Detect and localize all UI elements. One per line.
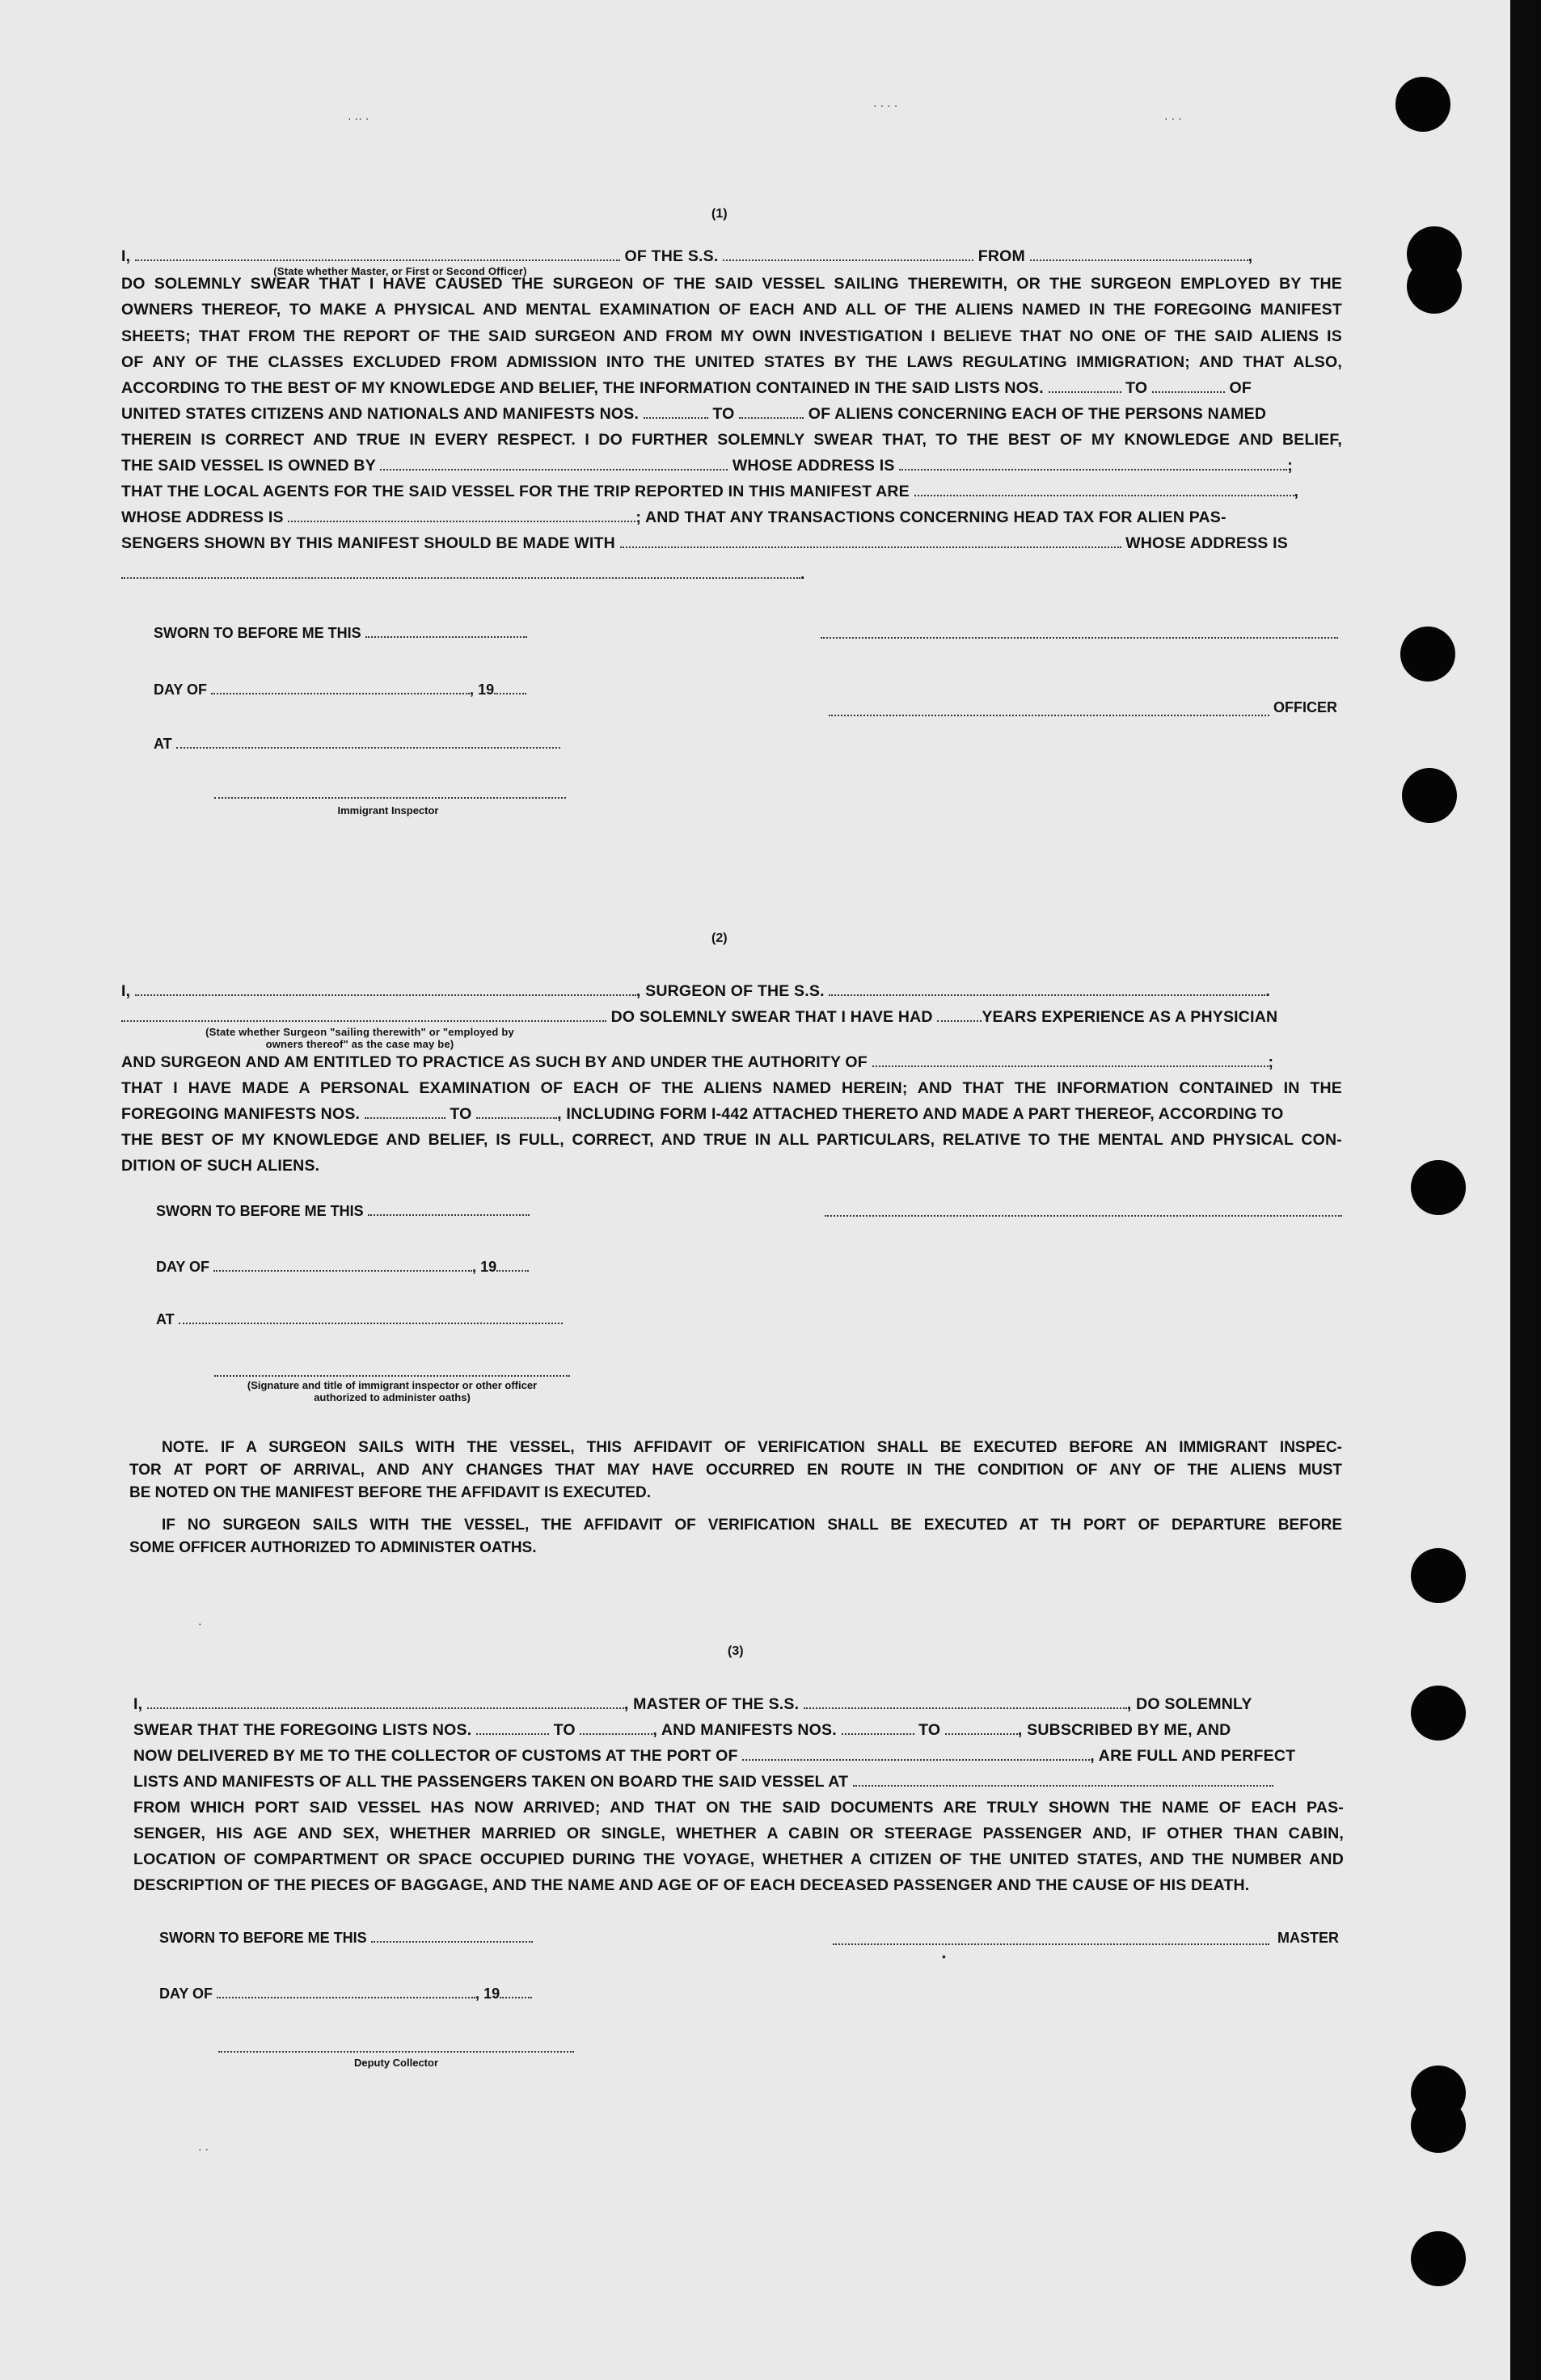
section-3-oath xyxy=(133,1695,1344,1905)
sworn-date-field-1[interactable] xyxy=(365,635,527,638)
vessel-name-field-3[interactable] xyxy=(804,1707,1127,1709)
inspector-caption: Immigrant Inspector xyxy=(337,804,439,817)
punch-hole xyxy=(1411,1160,1466,1215)
surgeon-name-field[interactable] xyxy=(135,994,636,996)
agents-address-field[interactable] xyxy=(288,520,635,522)
signature-line-2[interactable] xyxy=(825,1214,1342,1217)
punch-hole xyxy=(1411,1548,1466,1603)
sworn-label-1: SWORN TO BEFORE ME THIS xyxy=(154,625,527,642)
scan-edge xyxy=(1510,0,1541,2380)
from-port-field[interactable] xyxy=(1030,259,1248,261)
punch-hole xyxy=(1395,77,1450,132)
scan-specks: • xyxy=(942,1950,946,1963)
port-field[interactable] xyxy=(742,1758,1090,1761)
section-2-line-7: DITION OF SUCH ALIENS. xyxy=(121,1157,320,1175)
master-signature-line[interactable] xyxy=(833,1943,1269,1945)
signature-line-1[interactable] xyxy=(821,636,1338,639)
section-1-line-1: I, OF THE S.S. FROM , xyxy=(121,247,1253,265)
vessel-name-field[interactable] xyxy=(723,259,973,261)
surgeon-manifests-from-field[interactable] xyxy=(365,1116,445,1119)
day-field-2[interactable] xyxy=(213,1269,472,1272)
at-field-2[interactable] xyxy=(179,1322,563,1324)
inspector-line-2[interactable] xyxy=(214,1374,570,1377)
manifests-to-field[interactable] xyxy=(739,416,804,419)
section-2-line-1: I, , SURGEON OF THE S.S. . xyxy=(121,982,1270,1000)
section-3-line-1: I, , MASTER OF THE S.S. , DO SOLEMNLY xyxy=(133,1695,1252,1713)
section-2-number: (2) xyxy=(711,931,728,945)
punch-hole xyxy=(1411,2231,1466,2286)
punch-hole xyxy=(1402,768,1457,823)
year-field-3[interactable] xyxy=(500,1996,532,1998)
s3-manifests-from-field[interactable] xyxy=(842,1732,914,1735)
year-field-2[interactable] xyxy=(496,1269,529,1272)
day-label-2: DAY OF , 19 xyxy=(156,1259,529,1276)
day-field-3[interactable] xyxy=(217,1996,475,1998)
section-2-line-4: THAT I HAVE MADE A PERSONAL EXAMINATION OF EACH OF THE ALIENS NAMED HEREIN; AND THAT THE INFORMATION CONTAINED IN THE xyxy=(121,1079,1342,1097)
day-label-1: DAY OF , 19 xyxy=(154,682,526,698)
note-p2-line-2: SOME OFFICER AUTHORIZED TO ADMINISTER OATHS. xyxy=(129,1539,537,1556)
manifests-from-field[interactable] xyxy=(644,416,708,419)
punch-hole xyxy=(1407,259,1462,314)
lists-from-field[interactable] xyxy=(1049,390,1121,393)
punch-hole xyxy=(1411,1686,1466,1741)
surgeon-manifests-to-field[interactable] xyxy=(476,1116,557,1119)
signature-caption-2: (Signature and title of immigrant inspector or other officer authorized to administer oaths) xyxy=(247,1379,538,1403)
section-2-line-5: FOREGOING MANIFESTS NOS. TO , INCLUDING FORM I-442 ATTACHED THERETO AND MADE A PART THEREOF, ACCORDING TO xyxy=(121,1105,1284,1123)
master-name-field[interactable] xyxy=(135,259,620,261)
section-3-number: (3) xyxy=(728,1644,744,1658)
at-label-2: AT xyxy=(156,1311,563,1328)
scan-specks: · xyxy=(198,1617,202,1630)
sworn-label-2: SWORN TO BEFORE ME THIS xyxy=(156,1203,530,1220)
note-p1-line-1: NOTE. IF A SURGEON SAILS WITH THE VESSEL, THIS AFFIDAVIT OF VERIFICATION SHALL BE EXECUTED BEFORE AN IMMIGRANT INSPEC- xyxy=(162,1439,1342,1456)
section-1-line-11: WHOSE ADDRESS IS ; AND THAT ANY TRANSACTIONS CONCERNING HEAD TAX FOR ALIEN PAS- xyxy=(121,508,1226,526)
section-1-line-8: THEREIN IS CORRECT AND TRUE IN EVERY RESPECT. I DO FURTHER SOLEMNLY SWEAR THAT, TO THE BEST OF MY KNOWLEDGE AND BELIEF, xyxy=(121,431,1342,449)
section-1-line-12: SENGERS SHOWN BY THIS MANIFEST SHOULD BE MADE WITH WHOSE ADDRESS IS xyxy=(121,534,1288,552)
head-tax-party-field[interactable] xyxy=(620,546,1121,548)
scan-specks: · · · · xyxy=(873,99,898,112)
owner-field[interactable] xyxy=(380,468,728,471)
officer-label: OFFICER xyxy=(1273,699,1337,715)
section-2-line-3: AND SURGEON AND AM ENTITLED TO PRACTICE AS SUCH BY AND UNDER THE AUTHORITY OF ; xyxy=(121,1053,1274,1071)
section-3-line-3: NOW DELIVERED BY ME TO THE COLLECTOR OF CUSTOMS AT THE PORT OF , ARE FULL AND PERFECT xyxy=(133,1747,1296,1765)
section-1-oath xyxy=(121,247,1342,587)
punch-hole xyxy=(1400,627,1455,682)
s3-lists-from-field[interactable] xyxy=(476,1732,549,1735)
authority-field[interactable] xyxy=(872,1065,1269,1067)
section-1-number: (1) xyxy=(711,207,728,221)
note-p1-line-2: TOR AT PORT OF ARRIVAL, AND ANY CHANGES THAT MAY HAVE OCCURRED EN ROUTE IN THE CONDITION OF ANY OF THE ALIENS MUST xyxy=(129,1462,1342,1479)
section-1-line-5: OF ANY OF THE CLASSES EXCLUDED FROM ADMISSION INTO THE UNITED STATES BY THE LAWS REGULATING IMMIGRATION; AND THAT ALSO, xyxy=(121,353,1342,371)
s3-lists-to-field[interactable] xyxy=(580,1732,652,1735)
master-caption: (State whether Master, or First or Second Officer) xyxy=(273,265,527,277)
at-field-1[interactable] xyxy=(176,746,560,749)
surgeon-caption: (State whether Surgeon "sailing therewith" or "employed by owners thereof" as the case may be) xyxy=(205,1026,514,1050)
inspector-line[interactable] xyxy=(214,796,566,799)
section-2-oath xyxy=(121,982,1342,1176)
section-3-line-5: FROM WHICH PORT SAID VESSEL HAS NOW ARRIVED; AND THAT ON THE SAID DOCUMENTS ARE TRULY SHOWN THE NAME OF EACH PAS- xyxy=(133,1799,1344,1817)
section-1-line-9: THE SAID VESSEL IS OWNED BY WHOSE ADDRESS IS ; xyxy=(121,457,1293,475)
s3-manifests-to-field[interactable] xyxy=(945,1732,1018,1735)
sworn-date-field-3[interactable] xyxy=(371,1940,533,1943)
section-1-line-2: DO SOLEMNLY SWEAR THAT I HAVE CAUSED THE SURGEON OF THE SAID VESSEL SAILING THEREWITH, OR THE SURGEON EMPLOYED BY THE xyxy=(121,275,1342,293)
section-1-line-13: . xyxy=(121,565,1342,584)
section-2-line-2: DO SOLEMNLY SWEAR THAT I HAVE HAD YEARS EXPERIENCE AS A PHYSICIAN xyxy=(121,1008,1342,1027)
section-3-line-4: LISTS AND MANIFESTS OF ALL THE PASSENGERS TAKEN ON BOARD THE SAID VESSEL AT xyxy=(133,1773,1344,1791)
section-1-line-7: UNITED STATES CITIZENS AND NATIONALS AND MANIFESTS NOS. TO OF ALIENS CONCERNING EACH OF THE PERSONS NAMED xyxy=(121,405,1267,423)
local-agents-field[interactable] xyxy=(914,494,1294,496)
scan-specks: · ·· · xyxy=(348,112,369,124)
section-3-line-6: SENGER, HIS AGE AND SEX, WHETHER MARRIED OR SINGLE, WHETHER A CABIN OR STEERAGE PASSENGER AND, IF OTHER THAN CABIN, xyxy=(133,1825,1344,1842)
sworn-date-field-2[interactable] xyxy=(368,1213,530,1216)
day-field-1[interactable] xyxy=(211,692,470,694)
note-p2-line-1: IF NO SURGEON SAILS WITH THE VESSEL, THE AFFIDAVIT OF VERIFICATION SHALL BE EXECUTED AT TH PORT OF DEPARTURE BEFORE xyxy=(162,1517,1342,1534)
scan-specks: · · xyxy=(198,2142,209,2155)
section-1-line-4: SHEETS; THAT FROM THE REPORT OF THE SAID SURGEON AND FROM MY OWN INVESTIGATION I BELIEVE THAT NO ONE OF THE SAID ALIENS IS xyxy=(121,327,1342,345)
section-1-line-3: OWNERS THEREOF, TO MAKE A PHYSICAL AND MENTAL EXAMINATION OF EACH AND ALL OF THE ALIENS NAMED IN THE FOREGOING MANIFEST xyxy=(121,301,1342,319)
officer-line[interactable] xyxy=(829,714,1269,716)
surgeon-type-field[interactable] xyxy=(121,1019,606,1022)
note-p1-line-3: BE NOTED ON THE MANIFEST BEFORE THE AFFIDAVIT IS EXECUTED. xyxy=(129,1484,651,1501)
master-label: MASTER xyxy=(1277,1930,1339,1946)
note-block xyxy=(129,1439,1342,1560)
punch-hole xyxy=(1411,2098,1466,2153)
deputy-caption: Deputy Collector xyxy=(353,2057,438,2069)
deputy-line[interactable] xyxy=(218,2050,574,2053)
section-3-line-2: SWEAR THAT THE FOREGOING LISTS NOS. TO , AND MANIFESTS NOS. TO , SUBSCRIBED BY ME, AND xyxy=(133,1721,1231,1739)
at-label-1: AT xyxy=(154,736,560,753)
years-field[interactable] xyxy=(937,1019,982,1022)
boarding-port-field[interactable] xyxy=(853,1784,1273,1787)
section-3-line-7: LOCATION OF COMPARTMENT OR SPACE OCCUPIED DURING THE VOYAGE, WHETHER A CITIZEN OF THE UNITED STATES, AND THE NUMBER AND xyxy=(133,1850,1344,1868)
section-3-line-8: DESCRIPTION OF THE PIECES OF BAGGAGE, AND THE NAME AND AGE OF OF EACH DECEASED PASSENGER AND THE CAUSE OF HIS DEATH. xyxy=(133,1876,1250,1894)
master-name-field-3[interactable] xyxy=(147,1707,624,1709)
section-2-line-6: THE BEST OF MY KNOWLEDGE AND BELIEF, IS FULL, CORRECT, AND TRUE IN ALL PARTICULARS, RELATIVE TO THE MENTAL AND PHYSICAL CON- xyxy=(121,1131,1342,1149)
day-label-3: DAY OF , 19 xyxy=(159,1985,532,2002)
lists-to-field[interactable] xyxy=(1152,390,1225,393)
owner-address-field[interactable] xyxy=(899,468,1287,471)
surgeon-vessel-field[interactable] xyxy=(829,994,1265,996)
section-1-line-10: THAT THE LOCAL AGENTS FOR THE SAID VESSEL FOR THE TRIP REPORTED IN THIS MANIFEST ARE , xyxy=(121,483,1299,500)
head-tax-address-field[interactable] xyxy=(121,576,800,579)
year-field-1[interactable] xyxy=(494,692,526,694)
sworn-label-3: SWORN TO BEFORE ME THIS xyxy=(159,1930,533,1947)
section-1-line-6: ACCORDING TO THE BEST OF MY KNOWLEDGE AND BELIEF, THE INFORMATION CONTAINED IN THE SAID LISTS NOS. TO OF xyxy=(121,379,1252,397)
scan-specks: · · · xyxy=(1164,112,1182,124)
